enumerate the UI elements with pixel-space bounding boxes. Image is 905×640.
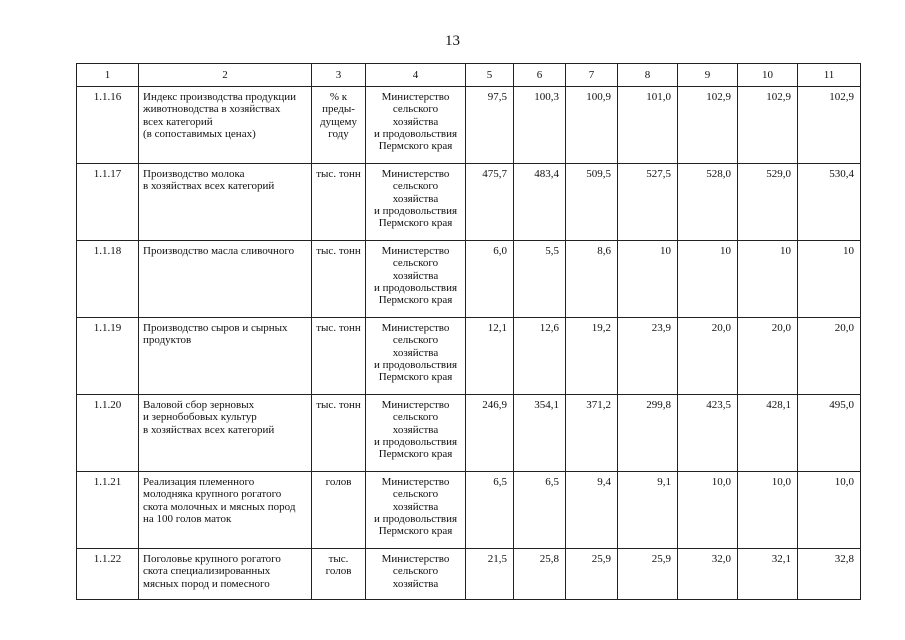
column-header: 1 xyxy=(77,64,139,87)
column-header: 8 xyxy=(618,64,678,87)
row-number: 1.1.20 xyxy=(77,395,139,472)
indicator-name: Валовой сбор зерновых и зернобобовых культур в хозяйствах всех категорий xyxy=(139,395,312,472)
responsible-body: Министерство сельского хозяйства и продовольствия Пермского края xyxy=(366,318,466,395)
indicator-value: 100,3 xyxy=(514,87,566,164)
indicator-value: 32,1 xyxy=(738,549,798,600)
indicator-value: 495,0 xyxy=(798,395,861,472)
indicator-value: 299,8 xyxy=(618,395,678,472)
unit-of-measure: % к преды- дущему году xyxy=(312,87,366,164)
column-header: 6 xyxy=(514,64,566,87)
indicator-value: 6,5 xyxy=(514,472,566,549)
column-header: 11 xyxy=(798,64,861,87)
column-header: 5 xyxy=(466,64,514,87)
indicator-value: 21,5 xyxy=(466,549,514,600)
indicator-value: 10 xyxy=(798,241,861,318)
table-row xyxy=(77,241,861,318)
column-header: 7 xyxy=(566,64,618,87)
column-header: 4 xyxy=(366,64,466,87)
unit-of-measure: тыс. тонн xyxy=(312,395,366,472)
indicator-name: Реализация племенного молодняка крупного рогатого скота молочных и мясных пород на 100 голов маток xyxy=(139,472,312,549)
indicator-name: Производство сыров и сырных продуктов xyxy=(139,318,312,395)
indicator-value: 20,0 xyxy=(798,318,861,395)
indicator-value: 20,0 xyxy=(738,318,798,395)
indicator-value: 475,7 xyxy=(466,164,514,241)
indicator-value: 9,4 xyxy=(566,472,618,549)
indicator-value: 10 xyxy=(618,241,678,318)
indicator-value: 19,2 xyxy=(566,318,618,395)
row-number: 1.1.22 xyxy=(77,549,139,600)
table-row xyxy=(77,472,861,549)
indicator-value: 509,5 xyxy=(566,164,618,241)
indicators-table xyxy=(76,63,861,600)
indicator-name: Производство молока в хозяйствах всех категорий xyxy=(139,164,312,241)
indicator-value: 23,9 xyxy=(618,318,678,395)
indicator-value: 246,9 xyxy=(466,395,514,472)
unit-of-measure: голов xyxy=(312,472,366,549)
row-number: 1.1.16 xyxy=(77,87,139,164)
table-row xyxy=(77,318,861,395)
indicator-value: 5,5 xyxy=(514,241,566,318)
indicator-value: 6,5 xyxy=(466,472,514,549)
indicator-value: 97,5 xyxy=(466,87,514,164)
indicator-value: 9,1 xyxy=(618,472,678,549)
row-number: 1.1.17 xyxy=(77,164,139,241)
indicator-value: 25,9 xyxy=(618,549,678,600)
row-number: 1.1.19 xyxy=(77,318,139,395)
indicator-value: 423,5 xyxy=(678,395,738,472)
column-header: 3 xyxy=(312,64,366,87)
responsible-body: Министерство сельского хозяйства и продовольствия Пермского края xyxy=(366,395,466,472)
indicator-value: 530,4 xyxy=(798,164,861,241)
responsible-body: Министерство сельского хозяйства и продовольствия Пермского края xyxy=(366,241,466,318)
indicator-value: 527,5 xyxy=(618,164,678,241)
indicator-value: 10,0 xyxy=(678,472,738,549)
unit-of-measure: тыс. тонн xyxy=(312,318,366,395)
indicator-value: 12,1 xyxy=(466,318,514,395)
table-header-row xyxy=(77,64,861,87)
indicator-value: 32,0 xyxy=(678,549,738,600)
indicator-value: 101,0 xyxy=(618,87,678,164)
indicator-name: Производство масла сливочного xyxy=(139,241,312,318)
indicator-name: Индекс производства продукции животноводства в хозяйствах всех категорий (в сопоставимых ценах) xyxy=(139,87,312,164)
indicator-value: 371,2 xyxy=(566,395,618,472)
indicator-value: 529,0 xyxy=(738,164,798,241)
column-header: 10 xyxy=(738,64,798,87)
page-number: 13 xyxy=(445,33,460,49)
row-number: 1.1.18 xyxy=(77,241,139,318)
unit-of-measure: тыс. тонн xyxy=(312,241,366,318)
indicator-value: 354,1 xyxy=(514,395,566,472)
indicator-value: 20,0 xyxy=(678,318,738,395)
table-row xyxy=(77,395,861,472)
responsible-body: Министерство сельского хозяйства и продовольствия Пермского края xyxy=(366,164,466,241)
table-row xyxy=(77,87,861,164)
unit-of-measure: тыс. голов xyxy=(312,549,366,600)
column-header: 9 xyxy=(678,64,738,87)
indicator-value: 10 xyxy=(738,241,798,318)
indicator-value: 6,0 xyxy=(466,241,514,318)
responsible-body: Министерство сельского хозяйства и продовольствия Пермского края xyxy=(366,87,466,164)
table-row xyxy=(77,164,861,241)
row-number: 1.1.21 xyxy=(77,472,139,549)
table-row xyxy=(77,549,861,600)
indicator-value: 10,0 xyxy=(798,472,861,549)
indicator-value: 8,6 xyxy=(566,241,618,318)
indicator-value: 10,0 xyxy=(738,472,798,549)
responsible-body: Министерство сельского хозяйства и продовольствия Пермского края xyxy=(366,472,466,549)
indicator-name: Поголовье крупного рогатого скота специализированных мясных пород и помесного xyxy=(139,549,312,600)
indicator-value: 25,9 xyxy=(566,549,618,600)
indicator-value: 428,1 xyxy=(738,395,798,472)
column-header: 2 xyxy=(139,64,312,87)
unit-of-measure: тыс. тонн xyxy=(312,164,366,241)
indicator-value: 102,9 xyxy=(738,87,798,164)
indicator-value: 102,9 xyxy=(678,87,738,164)
indicator-value: 10 xyxy=(678,241,738,318)
responsible-body: Министерство сельского хозяйства xyxy=(366,549,466,600)
indicator-value: 483,4 xyxy=(514,164,566,241)
indicator-value: 12,6 xyxy=(514,318,566,395)
indicator-value: 25,8 xyxy=(514,549,566,600)
indicator-value: 102,9 xyxy=(798,87,861,164)
indicator-value: 528,0 xyxy=(678,164,738,241)
indicator-value: 100,9 xyxy=(566,87,618,164)
indicator-value: 32,8 xyxy=(798,549,861,600)
